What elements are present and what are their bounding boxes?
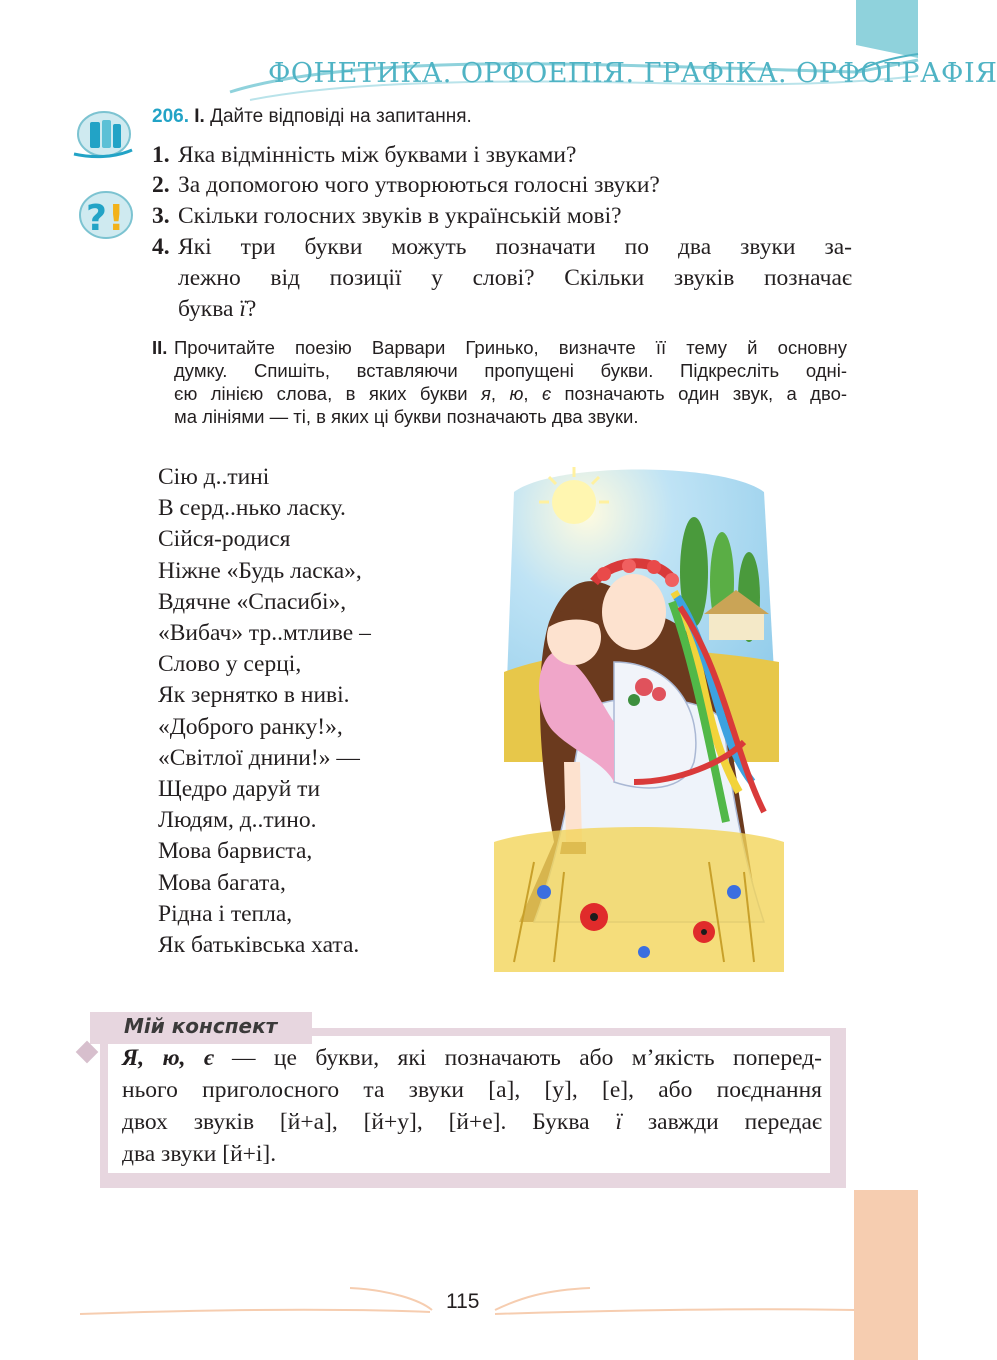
- poem-line: Людям, д..тино.: [158, 807, 317, 834]
- poem-line: В серд..нько ласку.: [158, 495, 346, 522]
- svg-text:?: ?: [86, 198, 107, 239]
- poem-line: «Доброго ранку!»,: [158, 713, 343, 740]
- part1-instruction: Дайте відповіді на запитання.: [210, 106, 472, 127]
- poem-line: Мова багата,: [158, 869, 286, 896]
- question-4: 4. Які три букви можуть позначати по два звуки за- лежно від позиції у слові? Скільки звуків позначає буква ї?: [152, 234, 852, 322]
- poem-line: Слово у серці,: [158, 651, 302, 678]
- note-text: Я, ю, є — це букви, які позначають або м’якість поперед- нього приголосного та звуки [а], [у], [е], або поєднання двох звуків [й+а], [й+у], [й+е]. Буква ї завжди передає два звуки [й+і].: [122, 1045, 822, 1167]
- part2-instruction: ІІ. Прочитайте поезію Варвари Гринько, визначте її тему й основну думку. Спишіть, вставляючи пропущені букви. Підкресліть одні- єю лінією слова, в яких букви я, ю, є позначають один звук, а дво- ма лініями — ті, в яких ці букви позначають два звуки.: [152, 337, 848, 427]
- part1-label: І.: [194, 106, 205, 127]
- note-label: Мій конспект: [124, 1014, 278, 1038]
- poem-line: Рідна і тепла,: [158, 900, 293, 927]
- svg-text:!: !: [108, 198, 125, 239]
- exercise-number: 206.: [152, 106, 189, 127]
- exercise-heading: [152, 106, 472, 128]
- book-icon: [72, 110, 134, 162]
- mother-child-illustration: [494, 462, 784, 972]
- question-1: 1. Яка відмінність між буквами і звуками?: [152, 142, 577, 168]
- poem-line: Щедро даруй ти: [158, 776, 321, 803]
- poem-line: Сійся-родися: [158, 526, 291, 553]
- question-2: 2. За допомогою чого утворюються голосні звуки?: [152, 172, 660, 198]
- part2-label: ІІ.: [152, 337, 168, 358]
- section-title: ФОНЕТИКА. ОРФОЕПІЯ. ГРАФІКА. ОРФОГРАФІЯ: [268, 58, 997, 89]
- poem: [158, 462, 371, 961]
- diamond-marker-icon: [76, 1041, 99, 1064]
- poem-line: Вдячне «Спасибі»,: [158, 588, 347, 615]
- poem-line: «Вибач» тр..мтливе –: [158, 620, 371, 647]
- page-number: 115: [446, 1290, 480, 1313]
- poem-line: «Світлої днини!» —: [158, 744, 360, 771]
- header-decoration: [0, 0, 918, 110]
- question-exclamation-icon: [78, 190, 134, 240]
- poem-line: Ніжне «Будь ласка»,: [158, 557, 362, 584]
- poem-line: Як батьківська хата.: [158, 932, 360, 959]
- poem-line: Як зернятко в ниві.: [158, 682, 350, 709]
- question-3: 3. Скільки голосних звуків в українській мові?: [152, 203, 622, 229]
- poem-line: Сію д..тині: [158, 464, 270, 490]
- poem-line: Мова барвиста,: [158, 838, 313, 865]
